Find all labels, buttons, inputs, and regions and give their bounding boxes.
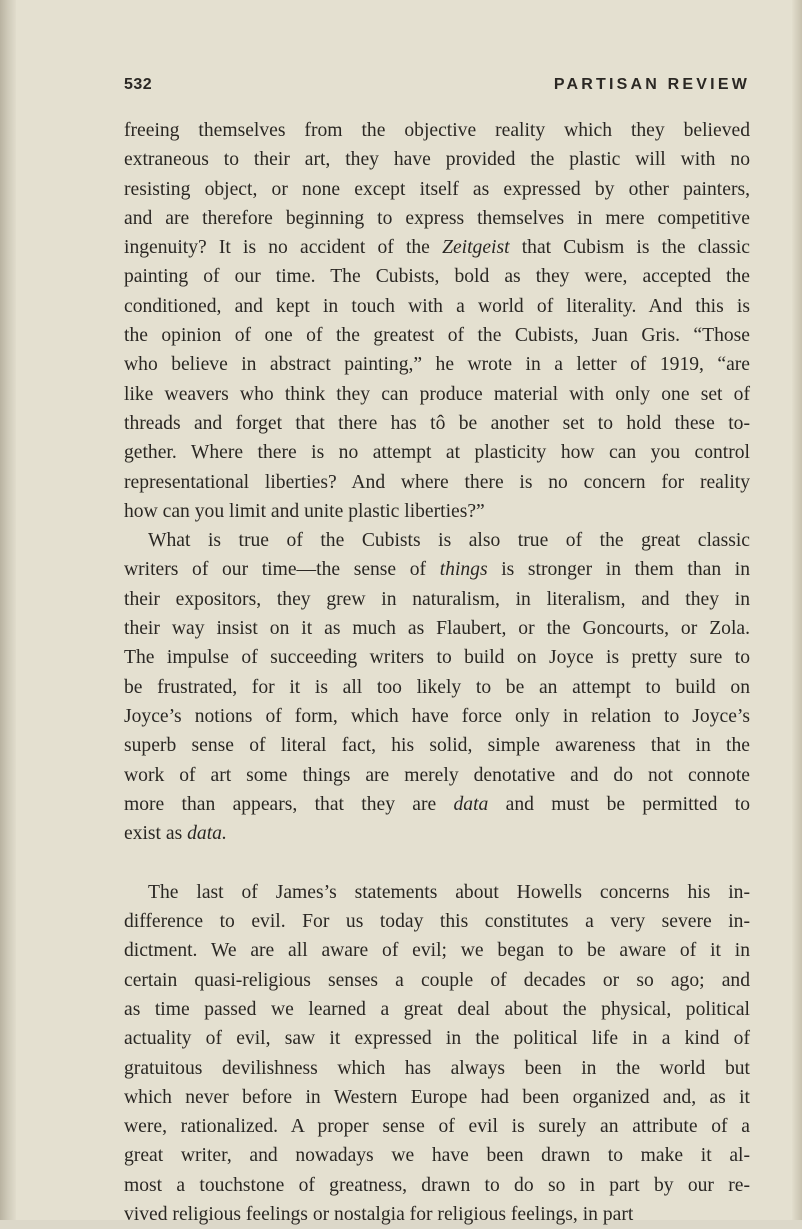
page-edge-right — [792, 0, 802, 1220]
text-line: representational liberties? And where there is no concern for reality — [124, 471, 750, 493]
text-line: exist as data. — [124, 823, 227, 845]
text-line: and are therefore beginning to express themselves in mere competitive — [124, 207, 750, 229]
text-line: resisting object, or none except itself as expressed by other painters, — [124, 178, 750, 200]
paragraph-gap — [124, 848, 750, 877]
text-line: conditioned, and kept in touch with a world of literality. And this is — [124, 295, 750, 317]
text-line: vived religious feelings or nostalgia for religious feelings, in part — [124, 1203, 634, 1225]
text-line: their way insist on it as much as Flaubert, or the Goncourts, or Zola. — [124, 618, 750, 640]
text-line: freeing themselves from the objective reality which they believed — [124, 120, 750, 141]
text-line: as time passed we learned a great deal about the physical, political — [124, 998, 750, 1020]
text-line: gratuitous devilishness which has always been in the world but — [124, 1057, 750, 1079]
text-line: writers of our time—the sense of things is stronger in them than in — [124, 559, 751, 581]
text-line: work of art some things are merely denotative and do not connote — [124, 764, 750, 786]
page-gutter-left — [0, 0, 16, 1220]
paragraph — [124, 526, 750, 848]
text-line: most a touchstone of greatness, drawn to do so in part by our re- — [124, 1174, 750, 1196]
paragraph — [124, 116, 750, 526]
text-line: great writer, and nowadays we have been drawn to make it al- — [124, 1145, 750, 1167]
text-line: their expositors, they grew in naturalism, in literalism, and they in — [124, 588, 750, 610]
text-line: threads and forget that there has tô be another set to hold these to- — [124, 412, 750, 434]
italic-term: data. — [187, 823, 227, 845]
text-line: how can you limit and unite plastic liberties?” — [124, 500, 485, 522]
paragraph — [124, 878, 750, 1229]
text-line: who believe in abstract painting,” he wrote in a letter of 1919, “are — [124, 354, 750, 376]
text-line: gether. Where there is no attempt at plasticity how can you control — [124, 442, 750, 464]
text-line: Joyce’s notions of form, which have force only in relation to Joyce’s — [124, 705, 750, 727]
text-line: the opinion of one of the greatest of the Cubists, Juan Gris. “Those — [124, 325, 750, 347]
text-line: dictment. We are all aware of evil; we began to be aware of it in — [124, 940, 750, 962]
text-line: difference to evil. For us today this constitutes a very severe in- — [124, 911, 750, 933]
text-line: What is true of the Cubists is also true of the great classic — [148, 530, 750, 552]
text-line: certain quasi-religious senses a couple of decades or so ago; and — [124, 969, 750, 991]
italic-term: Zeitgeist — [442, 237, 510, 259]
text-line: ingenuity? It is no accident of the Zeitgeist that Cubism is the classic — [124, 237, 750, 259]
text-line: be frustrated, for it is all too likely to be an attempt to build on — [124, 676, 750, 698]
text-line: The impulse of succeeding writers to build on Joyce is pretty sure to — [124, 647, 750, 669]
body-text — [124, 116, 750, 1229]
running-head: PARTISAN REVIEW — [553, 76, 750, 93]
text-line: like weavers who think they can produce material with only one set of — [124, 383, 750, 405]
text-line: more than appears, that they are data and must be permitted to — [124, 793, 750, 815]
page-number: 532 — [124, 76, 153, 93]
page-header — [124, 76, 750, 102]
text-line: painting of our time. The Cubists, bold as they were, accepted the — [124, 266, 750, 288]
italic-term: data — [453, 793, 489, 815]
text-line: The last of James’s statements about Howells concerns his in- — [148, 881, 750, 903]
text-line: were, rationalized. A proper sense of evil is surely an attribute of a — [124, 1116, 750, 1138]
text-line: which never before in Western Europe had been organized and, as it — [124, 1086, 750, 1108]
text-line: extraneous to their art, they have provided the plastic will with no — [124, 149, 750, 171]
text-line: superb sense of literal fact, his solid, simple awareness that in the — [124, 735, 750, 757]
text-line: actuality of evil, saw it expressed in the political life in a kind of — [124, 1028, 750, 1050]
italic-term: things — [439, 559, 488, 581]
